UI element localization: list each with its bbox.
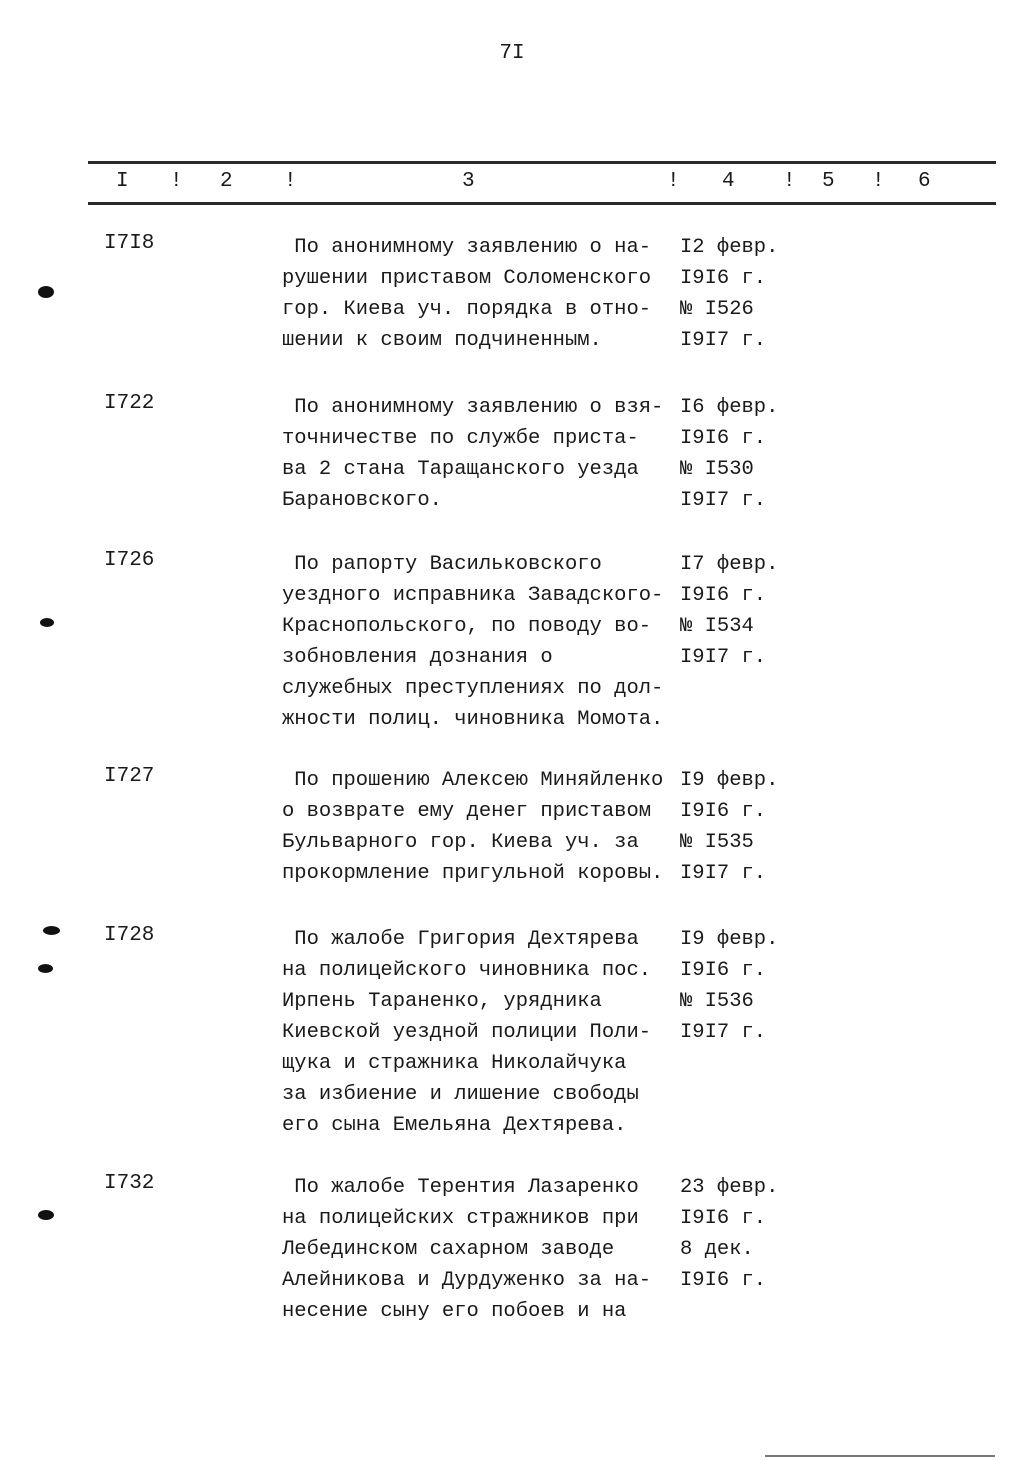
- description-line: его сына Емельяна Дехтярева.: [282, 1114, 627, 1137]
- description-line: шении к своим подчиненным.: [282, 329, 602, 352]
- description-line: на полицейского чиновника пос.: [282, 959, 652, 982]
- column-separator: !: [783, 170, 796, 193]
- entry-number: I7I8: [104, 232, 155, 255]
- binding-mark-icon: [43, 926, 60, 935]
- date-line: I9I7 г.: [680, 646, 767, 669]
- description-line: Лебединском сахарном заводе: [282, 1238, 615, 1261]
- date-line: I9I6 г.: [680, 1269, 767, 1292]
- date-line: I2 февр.: [680, 236, 779, 259]
- page-number: 7I: [499, 42, 525, 65]
- entry-description: [282, 232, 651, 356]
- date-line: I9I7 г.: [680, 1021, 767, 1044]
- description-line: за избиение и лишение свободы: [282, 1083, 639, 1106]
- description-line: Киевской уездной полиции Поли-: [282, 1021, 652, 1044]
- entry-dates: [680, 765, 778, 889]
- date-line: I9I7 г.: [680, 489, 767, 512]
- entry-number: I727: [104, 765, 155, 788]
- date-line: I9I6 г.: [680, 427, 767, 450]
- footer-rule: [765, 1455, 995, 1457]
- column-separator: !: [667, 170, 680, 193]
- entry-number: I732: [104, 1172, 155, 1195]
- date-line: I6 февр.: [680, 396, 779, 419]
- entry-dates: [680, 1172, 778, 1296]
- date-line: I9I6 г.: [680, 959, 767, 982]
- entry-number: I722: [104, 392, 155, 415]
- description-line: Алейникова и Дурдуженко за на-: [282, 1269, 652, 1292]
- column-header: 4: [722, 170, 735, 193]
- description-line: уездного исправника Завадского-: [282, 584, 664, 607]
- description-line: рушении приставом Соломенского: [282, 267, 652, 290]
- description-line: несение сыну его побоев и на: [282, 1300, 627, 1323]
- description-line: щука и стражника Николайчука: [282, 1052, 627, 1075]
- column-header: I: [116, 170, 129, 193]
- header-rule-bottom: [88, 202, 996, 205]
- binding-mark-icon: [38, 1210, 54, 1220]
- description-line: ва 2 стана Таращанского уезда: [282, 458, 639, 481]
- date-line: № I536: [680, 990, 754, 1013]
- entry-description: [282, 549, 663, 735]
- description-line: По прошению Алексею Миняйленко: [282, 769, 664, 792]
- entry-number: I728: [104, 924, 155, 947]
- column-header: 3: [462, 170, 475, 193]
- description-line: Краснопольского, по поводу во-: [282, 615, 652, 638]
- entry-dates: [680, 392, 778, 516]
- date-line: 8 дек.: [680, 1238, 754, 1261]
- date-line: № I530: [680, 458, 754, 481]
- description-line: гор. Киева уч. порядка в отно-: [282, 298, 652, 321]
- description-line: По рапорту Васильковского: [282, 553, 602, 576]
- column-header: 5: [822, 170, 835, 193]
- entry-number: I726: [104, 549, 155, 572]
- column-header: 2: [220, 170, 233, 193]
- binding-mark-icon: [38, 286, 54, 298]
- date-line: I9I7 г.: [680, 329, 767, 352]
- description-line: жности полиц. чиновника Момота.: [282, 708, 664, 731]
- date-line: I9I6 г.: [680, 267, 767, 290]
- date-line: I9I6 г.: [680, 1207, 767, 1230]
- column-separator: !: [872, 170, 885, 193]
- description-line: служебных преступлениях по дол-: [282, 677, 664, 700]
- description-line: По жалобе Терентия Лазаренко: [282, 1176, 639, 1199]
- date-line: I9I6 г.: [680, 800, 767, 823]
- entry-dates: [680, 232, 778, 356]
- description-line: По анонимному заявлению о на-: [282, 236, 652, 259]
- column-separator: !: [284, 170, 297, 193]
- date-line: I9 февр.: [680, 928, 779, 951]
- date-line: № I534: [680, 615, 754, 638]
- description-line: точничестве по службе приста-: [282, 427, 639, 450]
- date-line: 23 февр.: [680, 1176, 779, 1199]
- column-separator: !: [170, 170, 183, 193]
- description-line: Бульварного гор. Киева уч. за: [282, 831, 639, 854]
- description-line: прокормление пригульной коровы.: [282, 862, 664, 885]
- date-line: I7 февр.: [680, 553, 779, 576]
- header-rule-top: [88, 161, 996, 164]
- description-line: По жалобе Григория Дехтярева: [282, 928, 639, 951]
- description-line: о возврате ему денег приставом: [282, 800, 652, 823]
- entry-description: [282, 765, 663, 889]
- date-line: I9I7 г.: [680, 862, 767, 885]
- description-line: Барановского.: [282, 489, 442, 512]
- description-line: По анонимному заявлению о взя-: [282, 396, 664, 419]
- entry-description: [282, 1172, 651, 1327]
- date-line: № I526: [680, 298, 754, 321]
- description-line: Ирпень Тараненко, урядника: [282, 990, 602, 1013]
- column-header: 6: [918, 170, 931, 193]
- description-line: зобновления дознания о: [282, 646, 553, 669]
- entry-dates: [680, 549, 778, 673]
- entry-description: [282, 924, 651, 1141]
- description-line: на полицейских стражников при: [282, 1207, 639, 1230]
- date-line: I9 февр.: [680, 769, 779, 792]
- entry-dates: [680, 924, 778, 1048]
- date-line: № I535: [680, 831, 754, 854]
- binding-mark-icon: [38, 964, 53, 973]
- date-line: I9I6 г.: [680, 584, 767, 607]
- binding-mark-icon: [40, 618, 54, 627]
- entry-description: [282, 392, 663, 516]
